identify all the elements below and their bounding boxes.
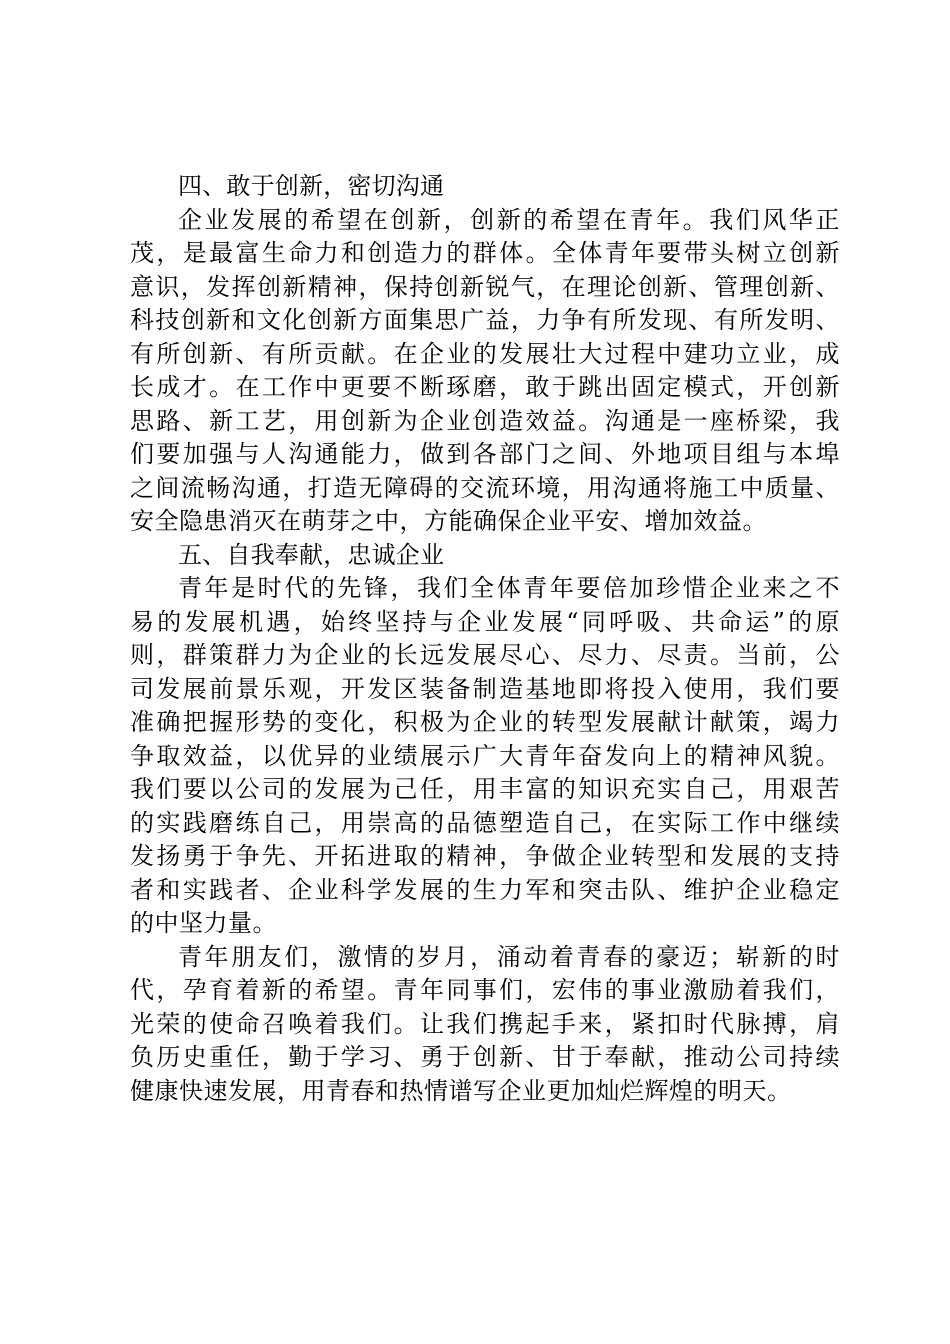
section-4-paragraph-1 [130, 204, 840, 539]
text-line: 发扬勇于争先、开拓进取的精神，争做企业转型和发展的支持 [130, 842, 840, 870]
text-line: 易的发展机遇，始终坚持与企业发展“同呼吸、共命运”的原 [130, 607, 840, 636]
text-line: 之间流畅沟通，打造无障碍的交流环境，用沟通将施工中质量、 [130, 473, 840, 502]
text-line: 意识，发挥创新精神，保持创新锐气，在理论创新、管理创新、 [130, 272, 840, 301]
section-heading-5: 五、自我奉献，忠诚企业 [178, 540, 445, 569]
text-line: 们要加强与人沟通能力，做到各部门之间、外地项目组与本埠 [130, 440, 840, 468]
text-line: 长成才。在工作中更要不断琢磨，敢于跳出固定模式，开创新 [130, 373, 840, 401]
text-line: 代，孕育着新的希望。青年同事们，宏伟的事业激励着我们， [130, 976, 840, 1004]
text-line: 我们要以公司的发展为己任，用丰富的知识充实自己，用艰苦 [130, 775, 840, 803]
text-line: 负历史重任，勤于学习、勇于创新、甘于奉献，推动公司持续 [130, 1043, 840, 1071]
text-line: 的中坚力量。 [130, 909, 277, 937]
text-line: 健康快速发展，用青春和热情谱写企业更加灿烂辉煌的明天。 [130, 1076, 792, 1105]
text-line: 光荣的使命召唤着我们。让我们携起手来，紧扣时代脉搏，肩 [130, 1009, 840, 1038]
text-line: 青年朋友们，激情的岁月，涌动着青春的豪迈；崭新的时 [178, 942, 840, 971]
text-line: 争取效益，以优异的业绩展示广大青年奋发向上的精神风貌。 [130, 741, 840, 770]
text-line: 则，群策群力为企业的长远发展尽心、尽力、尽责。当前，公 [130, 641, 840, 669]
text-line: 科技创新和文化创新方面集思广益，力争有所发现、有所发明、 [130, 306, 840, 334]
section-heading-4: 四、敢于创新，密切沟通 [178, 172, 445, 200]
section-5-paragraph-1 [130, 572, 840, 941]
text-line: 者和实践者、企业科学发展的生力军和突击队、维护企业稳定 [130, 875, 840, 904]
text-line: 思路、新工艺，用创新为企业创造效益。沟通是一座桥梁，我 [130, 406, 840, 435]
text-line: 企业发展的希望在创新，创新的希望在青年。我们风华正 [178, 205, 840, 234]
text-line: 茂，是最富生命力和创造力的群体。全体青年要带头树立创新 [130, 239, 840, 267]
section-5-paragraph-2 [130, 941, 840, 1109]
document-body [130, 170, 840, 1108]
text-line: 安全隐患消灭在萌芽之中，方能确保企业平安、增加效益。 [130, 507, 767, 535]
text-line: 司发展前景乐观，开发区装备制造基地即将投入使用，我们要 [130, 674, 840, 703]
text-line: 准确把握形势的变化，积极为企业的转型发展献计献策，竭力 [130, 708, 840, 736]
text-line: 有所创新、有所贡献。在企业的发展壮大过程中建功立业，成 [130, 339, 840, 368]
text-line: 的实践磨练自己，用崇高的品德塑造自己，在实际工作中继续 [130, 808, 840, 837]
text-line: 青年是时代的先锋，我们全体青年要倍加珍惜企业来之不 [178, 574, 840, 602]
